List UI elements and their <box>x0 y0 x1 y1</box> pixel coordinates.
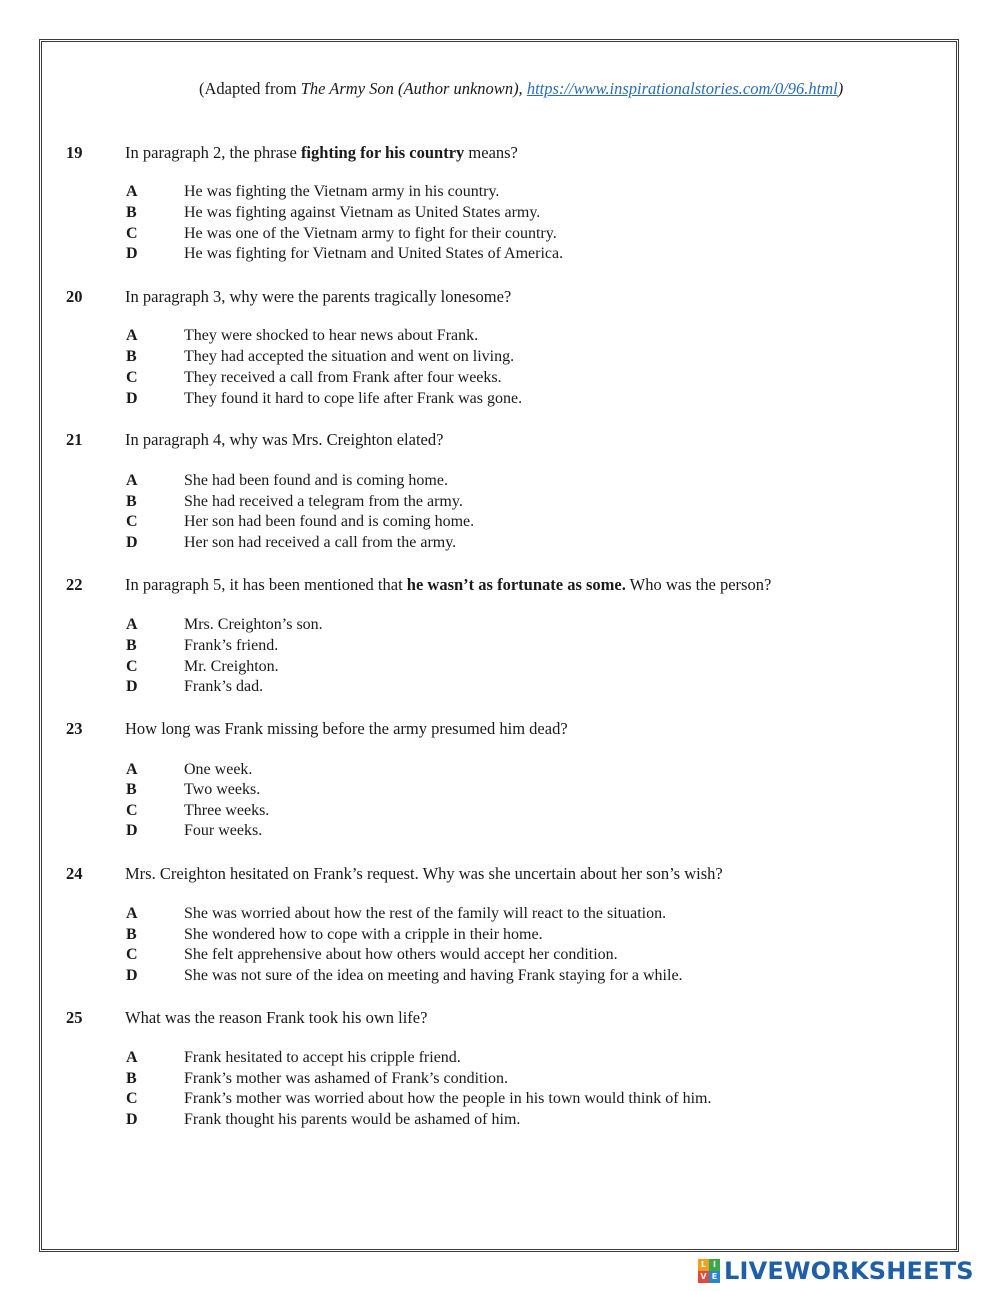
option-text: She felt apprehensive about how others would accept her condition. <box>184 946 618 963</box>
option-22-a[interactable] <box>0 616 1000 637</box>
option-20-b[interactable] <box>0 348 1000 369</box>
option-text: Frank’s dad. <box>184 678 264 695</box>
question-stem: In paragraph 3, why were the parents tragically lonesome? <box>125 287 512 306</box>
option-letter: B <box>126 781 137 798</box>
option-letter: B <box>126 204 137 221</box>
option-text: Her son had been found and is coming home. <box>184 513 475 530</box>
logo-mark-e: E <box>709 1271 720 1283</box>
option-text: Mr. Creighton. <box>184 658 279 675</box>
option-letter: D <box>126 967 138 984</box>
option-text: He was one of the Vietnam army to fight for their country. <box>184 225 557 242</box>
question-stem: How long was Frank missing before the army presumed him dead? <box>125 719 568 738</box>
option-text: She had been found and is coming home. <box>184 472 448 489</box>
option-19-b[interactable] <box>0 204 1000 225</box>
question-number: 23 <box>66 719 83 738</box>
option-text: She was not sure of the idea on meeting and having Frank staying for a while. <box>184 967 683 984</box>
option-letter: C <box>126 946 138 963</box>
question-number: 24 <box>66 864 83 883</box>
option-letter: B <box>126 493 137 510</box>
option-letter: C <box>126 658 138 675</box>
option-text: Frank’s friend. <box>184 637 279 654</box>
option-24-a[interactable] <box>0 905 1000 926</box>
logo-mark-l: L <box>698 1259 709 1271</box>
option-23-c[interactable] <box>0 802 1000 823</box>
option-23-d[interactable] <box>0 822 1000 843</box>
question-stem: Mrs. Creighton hesitated on Frank’s request. Why was she uncertain about her son’s wish? <box>125 864 723 883</box>
option-21-d[interactable] <box>0 534 1000 555</box>
option-19-c[interactable] <box>0 225 1000 246</box>
option-letter: C <box>126 225 138 242</box>
option-letter: A <box>126 472 138 489</box>
option-text: Three weeks. <box>184 802 270 819</box>
option-letter: B <box>126 348 137 365</box>
option-20-d[interactable] <box>0 390 1000 411</box>
option-letter: C <box>126 1090 138 1107</box>
liveworksheets-logo <box>698 1255 974 1287</box>
option-text: Her son had received a call from the army. <box>184 534 457 551</box>
question-stem: In paragraph 5, it has been mentioned that he wasn’t as fortunate as some. Who was the person? <box>125 575 772 594</box>
source-title: The Army Son (Author unknown), <box>300 79 527 98</box>
option-text: They had accepted the situation and went on living. <box>184 348 515 365</box>
option-text: Four weeks. <box>184 822 263 839</box>
option-text: Frank’s mother was worried about how the people in his town would think of him. <box>184 1090 712 1107</box>
option-letter: A <box>126 1049 138 1066</box>
option-21-c[interactable] <box>0 513 1000 534</box>
logo-text: LIVEWORKSHEETS <box>724 1257 974 1285</box>
option-letter: C <box>126 802 138 819</box>
option-letter: C <box>126 513 138 530</box>
question-number: 25 <box>66 1008 83 1027</box>
option-text: Two weeks. <box>184 781 261 798</box>
option-text: She wondered how to cope with a cripple in their home. <box>184 926 543 943</box>
option-25-d[interactable] <box>0 1111 1000 1132</box>
option-letter: D <box>126 822 138 839</box>
option-text: Frank’s mother was ashamed of Frank’s condition. <box>184 1070 508 1087</box>
option-text: They received a call from Frank after four weeks. <box>184 369 502 386</box>
source-link[interactable]: https://www.inspirationalstories.com/0/96.html <box>526 79 838 98</box>
option-letter: A <box>126 905 138 922</box>
logo-mark-v: V <box>698 1271 709 1283</box>
option-letter: D <box>126 534 138 551</box>
option-20-c[interactable] <box>0 369 1000 390</box>
option-23-b[interactable] <box>0 781 1000 802</box>
option-25-b[interactable] <box>0 1070 1000 1091</box>
option-text: Mrs. Creighton’s son. <box>184 616 323 633</box>
question-number: 21 <box>66 430 83 449</box>
option-text: He was fighting the Vietnam army in his country. <box>184 183 500 200</box>
option-text: Frank hesitated to accept his cripple friend. <box>184 1049 461 1066</box>
option-letter: B <box>126 1070 137 1087</box>
option-text: He was fighting for Vietnam and United States of America. <box>184 245 564 262</box>
option-22-c[interactable] <box>0 658 1000 679</box>
option-19-d[interactable] <box>0 245 1000 266</box>
option-letter: B <box>126 926 137 943</box>
logo-mark-i: I <box>709 1259 720 1271</box>
option-letter: A <box>126 616 138 633</box>
question-number: 19 <box>66 143 83 162</box>
question-stem: In paragraph 2, the phrase fighting for his country means? <box>125 143 518 162</box>
option-letter: C <box>126 369 138 386</box>
option-text: They found it hard to cope life after Frank was gone. <box>184 390 523 407</box>
option-21-b[interactable] <box>0 493 1000 514</box>
option-text: She had received a telegram from the army. <box>184 493 463 510</box>
question-number: 22 <box>66 575 83 594</box>
question-stem: In paragraph 4, why was Mrs. Creighton elated? <box>125 430 444 449</box>
option-text: She was worried about how the rest of the family will react to the situation. <box>184 905 667 922</box>
source-prefix: (Adapted from <box>199 79 301 98</box>
option-24-c[interactable] <box>0 946 1000 967</box>
source-suffix: ) <box>837 79 844 98</box>
liveworksheets-logo-icon <box>698 1259 720 1283</box>
option-letter: A <box>126 761 138 778</box>
option-text: One week. <box>184 761 253 778</box>
option-25-c[interactable] <box>0 1090 1000 1111</box>
option-letter: A <box>126 183 138 200</box>
option-letter: D <box>126 678 138 695</box>
option-24-d[interactable] <box>0 967 1000 988</box>
option-letter: B <box>126 637 137 654</box>
option-25-a[interactable] <box>0 1049 1000 1070</box>
option-22-d[interactable] <box>0 678 1000 699</box>
option-21-a[interactable] <box>0 472 1000 493</box>
option-22-b[interactable] <box>0 637 1000 658</box>
option-letter: D <box>126 1111 138 1128</box>
option-20-a[interactable] <box>0 327 1000 348</box>
option-24-b[interactable] <box>0 926 1000 947</box>
option-23-a[interactable] <box>0 761 1000 782</box>
option-letter: D <box>126 245 138 262</box>
source-citation <box>199 79 843 99</box>
option-letter: A <box>126 327 138 344</box>
option-text: He was fighting against Vietnam as United States army. <box>184 204 541 221</box>
question-stem: What was the reason Frank took his own life? <box>125 1008 428 1027</box>
option-letter: D <box>126 390 138 407</box>
option-text: They were shocked to hear news about Frank. <box>184 327 479 344</box>
option-text: Frank thought his parents would be ashamed of him. <box>184 1111 521 1128</box>
option-19-a[interactable] <box>0 183 1000 204</box>
question-number: 20 <box>66 287 83 306</box>
